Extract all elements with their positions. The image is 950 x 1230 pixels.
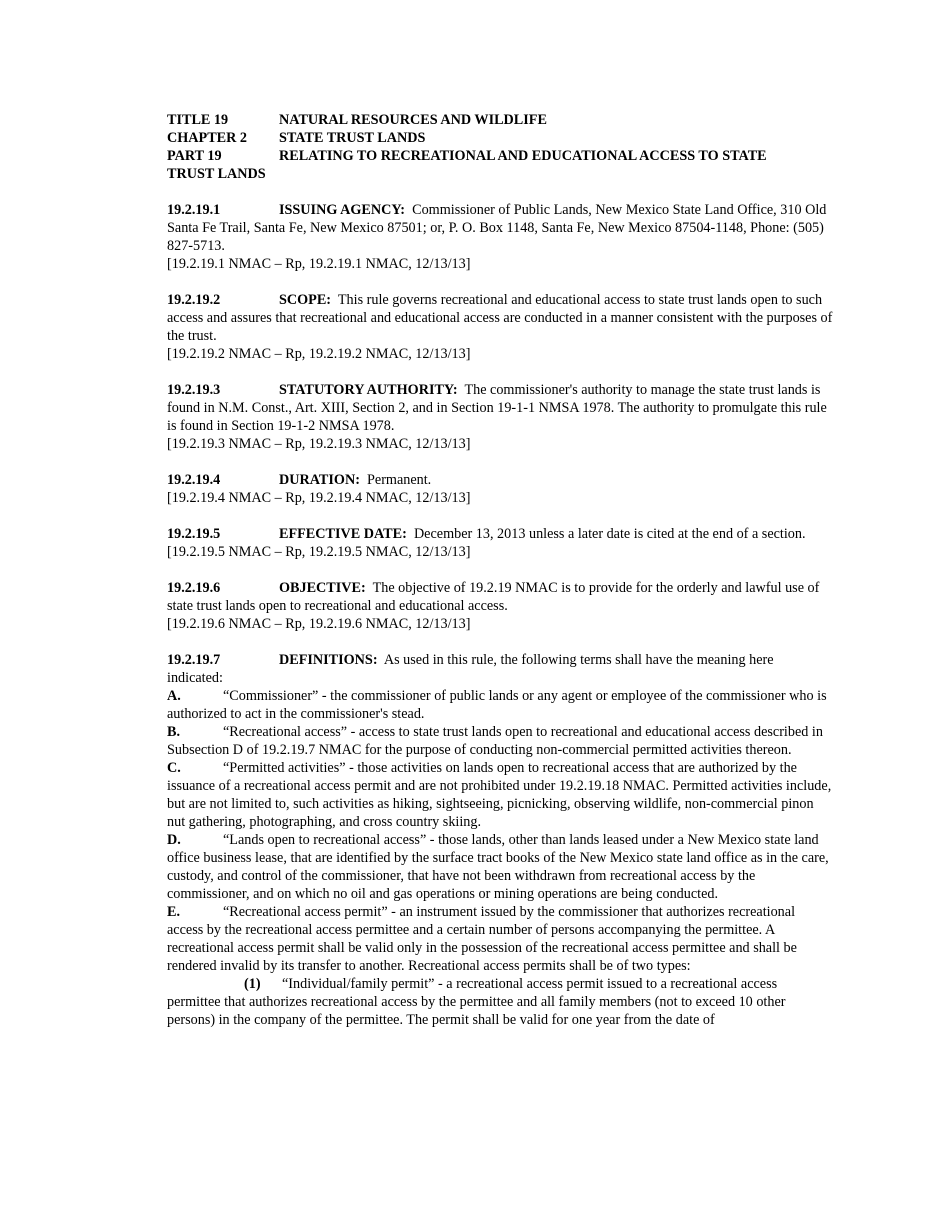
definition-letter: D.: [167, 832, 181, 848]
section-number: 19.2.19.2: [167, 292, 221, 308]
section-effective-date: [167, 525, 833, 561]
definition-item: [167, 759, 833, 831]
header-label: CHAPTER 2: [167, 130, 248, 146]
definition-letter: B.: [167, 724, 181, 740]
section-heading: ISSUING AGENCY:: [279, 202, 406, 218]
header-text: NATURAL RESOURCES AND WILDLIFE: [279, 112, 547, 128]
header-text: STATE TRUST LANDS: [279, 130, 426, 146]
definition-letter: A.: [167, 688, 181, 704]
section-body: The commissioner's authority to manage the state trust lands is found in N.M. Const., Art. XIII, Section 2, and in Section 19-1-1 NMSA 1978. The authority to promulgate this rule is found in Section 19-1-2 NMSA 1978.: [167, 382, 827, 434]
section-heading: DURATION:: [279, 472, 360, 488]
section-body: As used in this rule, the following terms shall have the meaning here indicated:: [167, 652, 774, 686]
section-body: This rule governs recreational and educational access to state trust lands open to such access and assures that recreational and educational access are conducted in a manner consistent with the purposes of the trust.: [167, 292, 833, 344]
section-body: Permanent.: [367, 472, 432, 488]
section-heading: EFFECTIVE DATE:: [279, 526, 407, 542]
section-heading: DEFINITIONS:: [279, 652, 378, 668]
section-number: 19.2.19.4: [167, 472, 221, 488]
definition-letter: E.: [167, 904, 181, 920]
definition-item: [167, 831, 833, 903]
section-history: [19.2.19.6 NMAC – Rp, 19.2.19.6 NMAC, 12/13/13]: [167, 616, 471, 632]
section-issuing-agency: [167, 201, 833, 273]
section-statutory-authority: [167, 381, 833, 453]
section-history: [19.2.19.5 NMAC – Rp, 19.2.19.5 NMAC, 12/13/13]: [167, 544, 471, 560]
section-heading: OBJECTIVE:: [279, 580, 366, 596]
section-number: 19.2.19.3: [167, 382, 221, 398]
definition-item: [167, 723, 833, 759]
document-header: [167, 111, 833, 183]
section-scope: [167, 291, 833, 363]
section-history: [19.2.19.4 NMAC – Rp, 19.2.19.4 NMAC, 12/13/13]: [167, 490, 471, 506]
section-body: The objective of 19.2.19 NMAC is to provide for the orderly and lawful use of state trust lands open to recreational and educational access.: [167, 580, 820, 614]
definition-text: “Recreational access permit” - an instrument issued by the commissioner that authorizes recreational access by the recreational access permittee and a certain number of persons accompanying the permittee. A recreational access permit shall be valid only in the possession of the recreational access permittee and shall be rendered invalid by its transfer to another. Recreational access permits shall be of two types:: [167, 904, 797, 974]
definition-item: [167, 903, 833, 975]
definition-text: “Recreational access” - access to state trust lands open to recreational and educational access described in Subsection D of 19.2.19.7 NMAC for the purpose of conducting non-commercial permitted activities thereon.: [167, 724, 823, 758]
header-label: TITLE 19: [167, 112, 229, 128]
section-number: 19.2.19.5: [167, 526, 221, 542]
section-number: 19.2.19.6: [167, 580, 221, 596]
header-part-line: [167, 147, 833, 165]
subitem-number: (1): [244, 976, 261, 992]
definition-item: [167, 687, 833, 723]
definition-text: “Permitted activities” - those activities on lands open to recreational access that are authorized by the issuance of a recreational access permit and are not prohibited under 19.2.19.18 NMAC. Permitted activities include, but are not limited to, such activities as hiking, sightseeing, picnicking, observing wildlife, non-commercial pinon nut gathering, photographing, and cross country skiing.: [167, 760, 832, 830]
section-history: [19.2.19.2 NMAC – Rp, 19.2.19.2 NMAC, 12/13/13]: [167, 346, 471, 362]
header-text: RELATING TO RECREATIONAL AND EDUCATIONAL ACCESS TO STATE: [279, 148, 767, 164]
section-history: [19.2.19.3 NMAC – Rp, 19.2.19.3 NMAC, 12/13/13]: [167, 436, 471, 452]
header-continuation: TRUST LANDS: [167, 166, 266, 182]
section-body: December 13, 2013 unless a later date is cited at the end of a section.: [413, 526, 806, 542]
header-label: PART 19: [167, 148, 222, 164]
section-objective: [167, 579, 833, 633]
definition-subitem: [167, 975, 833, 1029]
section-heading: SCOPE:: [279, 292, 332, 308]
section-history: [19.2.19.1 NMAC – Rp, 19.2.19.1 NMAC, 12/13/13]: [167, 256, 471, 272]
section-number: 19.2.19.1: [167, 202, 221, 218]
subitem-text: “Individual/family permit” - a recreational access permit issued to a recreational access permittee that authorizes recreational access by the permittee and all family members (not to exceed 10 other persons) in the company of the permittee. The permit shall be valid for one year from the date of: [167, 976, 786, 1028]
header-chapter-line: [167, 129, 833, 147]
document-page: [167, 111, 833, 1029]
definition-text: “Commissioner” - the commissioner of public lands or any agent or employee of the commissioner who is authorized to act in the commissioner's stead.: [167, 688, 827, 722]
definition-text: “Lands open to recreational access” - those lands, other than lands leased under a New Mexico state land office business lease, that are identified by the surface tract books of the New Mexico state land office as in the care, custody, and control of the commissioner, that have not been withdrawn from recreational access by the commissioner, and on which no oil and gas operations or mining operations are being conducted.: [167, 832, 829, 902]
header-title-line: [167, 111, 833, 129]
section-body: Commissioner of Public Lands, New Mexico State Land Office, 310 Old Santa Fe Trail, Santa Fe, New Mexico 87501; or, P. O. Box 1148, Santa Fe, New Mexico 87504-1148, Phone: (505) 827-5713.: [167, 202, 827, 254]
section-duration: [167, 471, 833, 507]
section-number: 19.2.19.7: [167, 652, 221, 668]
section-definitions: [167, 651, 833, 1029]
section-heading: STATUTORY AUTHORITY:: [279, 382, 458, 398]
definition-letter: C.: [167, 760, 181, 776]
